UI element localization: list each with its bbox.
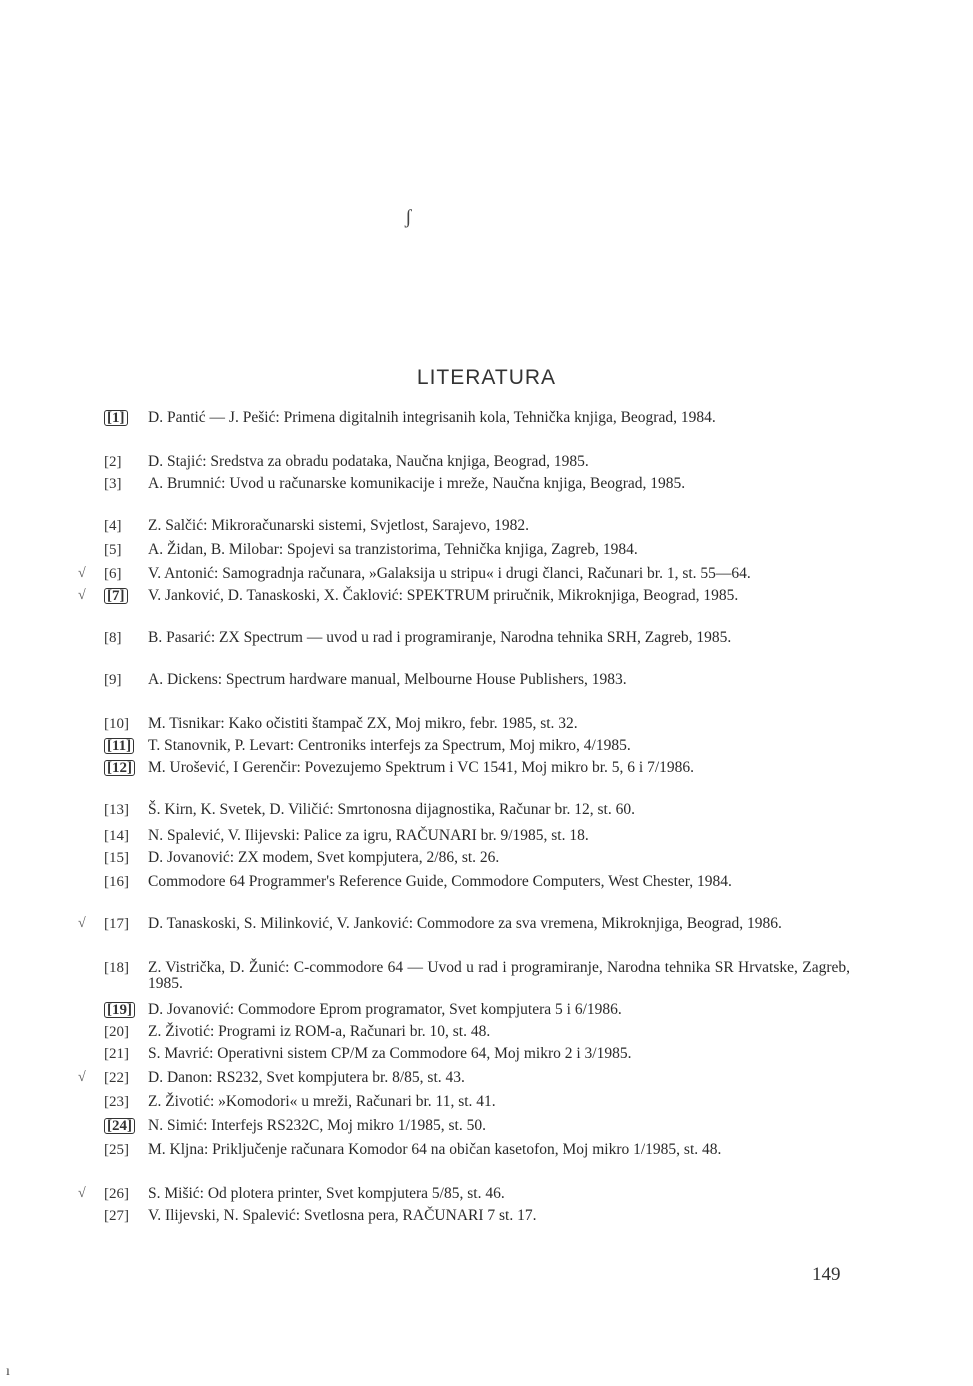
margin-check-mark: √ <box>78 1070 86 1085</box>
reference-number: [5] <box>104 542 122 558</box>
reference-number: [17] <box>104 916 129 932</box>
reference-text: D. Stajić: Sredstva za obradu podataka, Naučna knjiga, Beograd, 1985. <box>148 453 589 470</box>
reference-number: [2] <box>104 454 122 470</box>
reference-text: D. Danon: RS232, Svet kompjutera br. 8/85, st. 43. <box>148 1069 465 1086</box>
reference-text: M. Tisnikar: Kako očistiti štampač ZX, Moj mikro, febr. 1985, st. 32. <box>148 715 578 732</box>
reference-text: N. Simić: Interfejs RS232C, Moj mikro 1/1985, st. 50. <box>148 1117 486 1134</box>
reference-number: [18] <box>104 960 129 976</box>
reference-text: D. Tanaskoski, S. Milinković, V. Janković: Commodore za sva vremena, Mikroknjiga, Beograd, 1986. <box>148 915 782 932</box>
reference-number: [7] <box>104 588 144 604</box>
reference-text: S. Mišić: Od plotera printer, Svet kompjutera 5/85, st. 46. <box>148 1185 505 1202</box>
reference-number: [24] <box>104 1118 144 1134</box>
reference-text: Z. Salčić: Mikroračunarski sistemi, Svjetlost, Sarajevo, 1982. <box>148 517 529 534</box>
reference-number: [16] <box>104 874 129 890</box>
reference-text: M. Kljna: Priključenje računara Komodor 64 na običan kasetofon, Moj mikro 1/1985, st. 48. <box>148 1141 722 1158</box>
reference-text: V. Antonić: Samogradnja računara, »Galaksija u stripu« i drugi članci, Računari br. 1, st. 55—64. <box>148 565 751 582</box>
reference-text: V. Ilijevski, N. Spalević: Svetlosna pera, RAČUNARI 7 st. 17. <box>148 1207 537 1224</box>
margin-check-mark: √ <box>78 1186 86 1201</box>
margin-check-mark: √ <box>78 566 86 581</box>
reference-text: A. Židan, B. Milobar: Spojevi sa tranzistorima, Tehnička knjiga, Zagreb, 1984. <box>148 541 638 558</box>
reference-number: [25] <box>104 1142 129 1158</box>
reference-number: [15] <box>104 850 129 866</box>
reference-text: Commodore 64 Programmer's Reference Guide, Commodore Computers, West Chester, 1984. <box>148 873 732 890</box>
reference-text: D. Jovanović: Commodore Eprom programator, Svet kompjutera 5 i 6/1986. <box>148 1001 622 1018</box>
stray-bottom-mark: ı <box>6 1364 10 1379</box>
reference-text: A. Dickens: Spectrum hardware manual, Melbourne House Publishers, 1983. <box>148 671 627 688</box>
reference-number: [22] <box>104 1070 129 1086</box>
reference-text: T. Stanovnik, P. Levart: Centroniks interfejs za Spectrum, Moj mikro, 4/1985. <box>148 737 631 754</box>
reference-number: [8] <box>104 630 122 646</box>
reference-text: D. Jovanović: ZX modem, Svet kompjutera, 2/86, st. 26. <box>148 849 500 866</box>
reference-text: Z. Vistrička, D. Žunić: C-commodore 64 — Uvod u rad i programiranje, Narodna tehnika SR Hrvatske, Zagreb, 1985. <box>148 959 850 992</box>
reference-number: [21] <box>104 1046 129 1062</box>
reference-number: [11] <box>104 738 144 754</box>
reference-number: [6] <box>104 566 122 582</box>
reference-number: [10] <box>104 716 129 732</box>
reference-number: [3] <box>104 476 122 492</box>
reference-text: D. Pantić — J. Pešić: Primena digitalnih integrisanih kola, Tehnička knjiga, Beograd, 1984. <box>148 409 716 426</box>
reference-text: M. Urošević, I Gerenčir: Povezujemo Spektrum i VC 1541, Moj mikro br. 5, 6 i 7/1986. <box>148 759 695 776</box>
reference-number: [12] <box>104 760 144 776</box>
page-number: 149 <box>812 1264 841 1285</box>
reference-number: [1] <box>104 410 144 426</box>
reference-text: Z. Životić: Programi iz ROM-a, Računari br. 10, st. 48. <box>148 1023 491 1040</box>
reference-number: [23] <box>104 1094 129 1110</box>
reference-number: [27] <box>104 1208 129 1224</box>
margin-check-mark: √ <box>78 588 86 603</box>
reference-text: A. Brumnić: Uvod u računarske komunikacije i mreže, Naučna knjiga, Beograd, 1985. <box>148 475 686 492</box>
stray-pen-mark: ʃ <box>405 206 412 228</box>
reference-number: [13] <box>104 802 129 818</box>
reference-text: V. Janković, D. Tanaskoski, X. Čaklović: SPEKTRUM priručnik, Mikroknjiga, Beograd, 1985. <box>148 587 739 604</box>
reference-number: [14] <box>104 828 129 844</box>
reference-number: [26] <box>104 1186 129 1202</box>
reference-number: [4] <box>104 518 122 534</box>
reference-text: Z. Životić: »Komodori« u mreži, Računari br. 11, st. 41. <box>148 1093 496 1110</box>
reference-text: B. Pasarić: ZX Spectrum — uvod u rad i programiranje, Narodna tehnika SRH, Zagreb, 1985. <box>148 629 732 646</box>
reference-number: [19] <box>104 1002 144 1018</box>
reference-text: S. Mavrić: Operativni sistem CP/M za Commodore 64, Moj mikro 2 i 3/1985. <box>148 1045 632 1062</box>
reference-number: [20] <box>104 1024 129 1040</box>
reference-number: [9] <box>104 672 122 688</box>
margin-check-mark: √ <box>78 916 86 931</box>
reference-text: N. Spalević, V. Ilijevski: Palice za igru, RAČUNARI br. 9/1985, st. 18. <box>148 827 589 844</box>
page-title: LITERATURA <box>416 366 557 389</box>
reference-text: Š. Kirn, K. Svetek, D. Viličić: Smrtonosna dijagnostika, Računar br. 12, st. 60. <box>148 801 635 818</box>
